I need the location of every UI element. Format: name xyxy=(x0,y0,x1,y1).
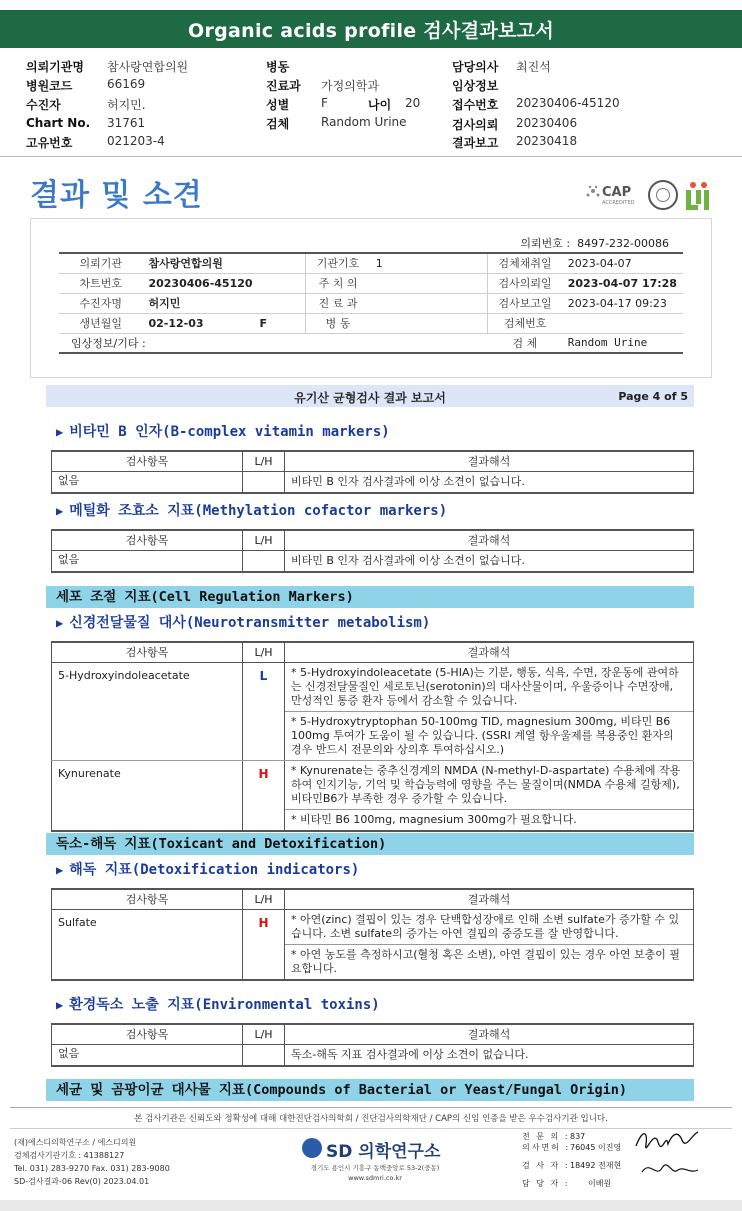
interp-text: * Kynurenate는 중추신경계의 NMDA (N-methyl-D-aspartate) 수용체에 작용하여 인지기능, 기억 및 학습능력에 영향을 주는 물질이며(NMDA 수용체 길항제), 비타민B6가 부족한 경우 증가할 수 있습니다. xyxy=(291,763,681,805)
category-bar-cell-regulation: 세포 조절 지표(Cell Regulation Markers) xyxy=(46,586,694,608)
table-row xyxy=(52,471,694,493)
item-cell: 없음 xyxy=(52,1044,243,1066)
patient-row xyxy=(59,273,683,293)
pt-value: 2023-04-07 xyxy=(562,253,683,273)
unique-no-label: 고유번호 xyxy=(26,136,73,150)
pt-label: 검사의뢰일 xyxy=(488,273,562,293)
col-header-lh: L/H xyxy=(243,889,285,909)
pt-value xyxy=(370,313,488,333)
pt-label: 수진자명 xyxy=(59,293,142,313)
section-heading-text: 해독 지표(Detoxification indicators) xyxy=(69,862,360,878)
signature-icon xyxy=(638,1158,702,1182)
age-value: 20 xyxy=(405,96,421,110)
interp-cell xyxy=(285,1044,694,1066)
pt-value: 허지민 xyxy=(142,293,305,313)
pt-label: 주 치 의 xyxy=(306,273,370,293)
staff-label: 검 사 자 : xyxy=(522,1161,570,1170)
interp-cell xyxy=(285,471,694,493)
specimen-value: Random Urine xyxy=(321,115,407,129)
result-table-vitamin-b xyxy=(51,450,694,494)
staff-label: 담 당 자 : xyxy=(522,1179,570,1188)
staff-value: 18492 전재현 xyxy=(570,1161,622,1170)
triangle-icon: ▶ xyxy=(56,425,64,439)
hospital-code-value: 66169 xyxy=(107,77,146,91)
staff-row xyxy=(522,1131,621,1142)
item-cell: Kynurenate xyxy=(52,760,243,831)
section-heading-vitamin-b xyxy=(56,421,390,441)
col-header-item: 검사항목 xyxy=(52,1024,243,1044)
section-heading-environmental xyxy=(56,994,380,1014)
triangle-icon: ▶ xyxy=(56,504,64,518)
request-date-value: 20230406 xyxy=(516,116,578,130)
pt-value: 20230406-45120 xyxy=(142,273,305,293)
interp-text: * 5-Hydroxyindoleacetate (5-HIA)는 기분, 행동, 식욕, 수면, 장운동에 관여하는 신경전달물질인 세로토닌(serotonin)의 대사산물이며, 우울증이나 수면장애, 만성적인 통증 환자 등에서 감소할 수 있습니다. xyxy=(291,665,679,707)
result-table-neurotransmitter xyxy=(51,641,694,832)
staff-row xyxy=(522,1178,621,1189)
sex-label: 성별 xyxy=(266,98,290,112)
pt-value: 1 xyxy=(370,253,488,273)
result-table-detox xyxy=(51,888,694,981)
table-header-row xyxy=(52,451,694,471)
unique-no-value: 021203-4 xyxy=(107,134,165,148)
pt-label: 검사보고일 xyxy=(488,293,562,313)
patient-info-box xyxy=(30,218,712,378)
staff-info xyxy=(522,1131,621,1189)
table-row xyxy=(52,662,694,760)
staff-label: 전 문 의 : xyxy=(522,1132,570,1141)
table-row xyxy=(52,760,694,831)
interp-text: * 아연 농도를 측정하시고(혈청 혹은 소변), 아연 결핍이 있는 경우 아연 보충이 필요합니다. xyxy=(285,944,693,979)
footer-divider xyxy=(10,1128,732,1129)
lti-logo-icon xyxy=(684,180,712,212)
col-header-item: 검사항목 xyxy=(52,642,243,662)
interp-text: 독소-해독 지표 검사결과에 이상 소견이 없습니다. xyxy=(291,1047,529,1061)
receipt-no-label: 접수번호 xyxy=(452,98,499,112)
footer-lab-info xyxy=(14,1136,170,1188)
cap-logo-subtext: ACCREDITED xyxy=(602,200,635,206)
section-heading-text: 환경독소 노출 지표(Environmental toxins) xyxy=(69,997,380,1013)
staff-value: 837 xyxy=(570,1132,586,1141)
triangle-icon: ▶ xyxy=(56,616,64,630)
interp-cell xyxy=(285,550,694,572)
patient-label: 수진자 xyxy=(26,98,61,112)
pt-label: 의뢰기관 xyxy=(59,253,142,273)
patient-row xyxy=(59,253,683,273)
pt-value xyxy=(562,313,683,333)
header-divider xyxy=(0,156,742,157)
section-heading-text: 신경전달물질 대사(Neurotransmitter metabolism) xyxy=(69,615,431,631)
pt-value xyxy=(370,293,488,313)
col-header-item: 검사항목 xyxy=(52,451,243,471)
interp-text: * 비타민 B6 100mg, magnesium 300mg가 필요합니다. xyxy=(285,809,693,830)
triangle-icon: ▶ xyxy=(56,998,64,1012)
report-date-label: 결과보고 xyxy=(452,136,499,150)
item-cell: 없음 xyxy=(52,550,243,572)
category-bar-toxicant: 독소-해독 지표(Toxicant and Detoxification) xyxy=(46,833,694,855)
pt-label: 차트번호 xyxy=(59,273,142,293)
lab-contact: Tel. 031) 283-9270 Fax. 031) 283-9080 xyxy=(14,1164,170,1173)
interp-text: * 5-Hydroxytryptophan 50-100mg TID, magnesium 300mg, 비타민 B6 100mg 투여가 도움이 될 수 있습니다. (SSRI 계열 항우울제를 복용중인 환자의 경우 반드시 전문의와 상의후 투여하십시오.) xyxy=(285,711,693,760)
staff-row xyxy=(522,1160,621,1171)
chart-no-value: 31761 xyxy=(107,116,146,130)
request-number-label: 의뢰번호 : xyxy=(520,237,571,250)
report-subtitle: 유기산 균형검사 결과 보고서 xyxy=(294,391,446,405)
birth-date: 02-12-03 xyxy=(148,316,204,330)
table-header-row xyxy=(52,1024,694,1044)
flag-cell: H xyxy=(243,909,285,980)
pt-value: Random Urine xyxy=(562,333,683,353)
patient-info-table xyxy=(59,252,683,354)
item-cell: Sulfate xyxy=(52,909,243,980)
flag-cell xyxy=(243,471,285,493)
staff-label: 의사면허 : xyxy=(522,1143,571,1152)
report-main-title: Organic acids profile 검사결과보고서 xyxy=(188,19,554,42)
staff-value: 76045 이진영 xyxy=(570,1143,622,1152)
col-header-lh: L/H xyxy=(243,451,285,471)
cap-logo-text: CAP xyxy=(602,185,632,200)
header-info xyxy=(0,50,742,154)
interp-text: 비타민 B 인자 검사결과에 이상 소견이 없습니다. xyxy=(291,553,525,567)
sd-logo-icon xyxy=(302,1138,322,1158)
hospital-value: 참사랑연합의원 xyxy=(107,60,189,74)
table-header-row xyxy=(52,642,694,662)
report-date-value: 20230418 xyxy=(516,134,578,148)
flag-cell: L xyxy=(243,662,285,760)
pt-value: 참사랑연합의원 xyxy=(142,253,305,273)
pt-value xyxy=(370,273,488,293)
flag-cell: H xyxy=(243,760,285,831)
request-number-value: 8497-232-00086 xyxy=(577,237,669,250)
staff-row xyxy=(522,1142,621,1153)
website-link[interactable]: www.sdmri.co.kr xyxy=(348,1174,402,1182)
lab-address xyxy=(300,1163,450,1183)
item-cell: 5-Hydroxyindoleacetate xyxy=(52,662,243,760)
col-header-item: 검사항목 xyxy=(52,530,243,550)
pt-label: 검체채취일 xyxy=(488,253,562,273)
receipt-no-value: 20230406-45120 xyxy=(516,96,620,110)
col-header-lh: L/H xyxy=(243,1024,285,1044)
table-row xyxy=(52,550,694,572)
patient-row xyxy=(59,313,683,333)
report-subtitle-bar xyxy=(46,385,694,407)
col-header-interp: 결과해석 xyxy=(285,530,694,550)
pt-label: 병 동 xyxy=(306,313,370,333)
sd-logo xyxy=(302,1136,442,1164)
section-heading-detox xyxy=(56,859,359,879)
pt-label: 진 료 과 xyxy=(306,293,370,313)
birth-sex: F xyxy=(259,316,268,330)
accreditation-logos xyxy=(584,180,714,214)
seal-logo-icon xyxy=(648,180,678,210)
table-header-row xyxy=(52,889,694,909)
interp-cell xyxy=(285,909,694,980)
table-header-row xyxy=(52,530,694,550)
patient-row xyxy=(59,333,683,353)
pt-label: 임상정보/기타 : xyxy=(59,333,488,353)
pt-label: 검 체 xyxy=(488,333,562,353)
col-header-item: 검사항목 xyxy=(52,889,243,909)
result-heading: 결과 및 소견 xyxy=(30,178,203,213)
hospital-code-label: 병원코드 xyxy=(26,79,73,93)
staff-value: 이배원 xyxy=(588,1179,612,1188)
section-heading-methylation xyxy=(56,500,447,520)
signature-icon xyxy=(632,1124,702,1154)
section-heading-neurotransmitter xyxy=(56,612,430,632)
form-revision: SD-검사결과-06 Rev(0) 2023.04.01 xyxy=(14,1177,150,1186)
flag-cell xyxy=(243,550,285,572)
lab-name: (재)에스디의학연구소 / 에스디의원 xyxy=(14,1138,137,1147)
clinical-info-label: 임상정보 xyxy=(452,79,499,93)
sd-logo-text: SD 의학연구소 xyxy=(326,1142,441,1162)
ward-label: 병동 xyxy=(266,60,290,74)
doctor-label: 담당의사 xyxy=(452,60,499,74)
cap-logo-icon xyxy=(584,182,644,212)
pt-value xyxy=(142,313,305,333)
specimen-label: 검체 xyxy=(266,117,290,131)
interp-text: 비타민 B 인자 검사결과에 이상 소견이 없습니다. xyxy=(291,474,525,488)
department-label: 진료과 xyxy=(266,79,301,93)
col-header-interp: 결과해석 xyxy=(285,642,694,662)
table-row xyxy=(52,909,694,980)
patient-value: 허지민. xyxy=(107,98,146,112)
footer-divider xyxy=(10,1107,732,1108)
triangle-icon: ▶ xyxy=(56,863,64,877)
col-header-interp: 결과해석 xyxy=(285,1024,694,1044)
interp-text: * 아연(zinc) 결핍이 있는 경우 단백합성장애로 인해 소변 sulfate가 증가할 수 있습니다. 소변 sulfate의 증가는 아연 결핍의 중증도를 잘 반영합니다. xyxy=(291,912,680,940)
result-table-methylation xyxy=(51,529,694,573)
department-value: 가정의학과 xyxy=(321,79,379,93)
page-bottom-strip xyxy=(0,1200,742,1211)
pt-label: 생년월일 xyxy=(59,313,142,333)
section-heading-text: 메틸화 조효소 지표(Methylation cofactor markers) xyxy=(69,503,448,519)
lab-code: 검체검사기관기호 : 41388127 xyxy=(14,1151,125,1160)
hospital-label: 의뢰기관명 xyxy=(26,60,84,74)
pt-label: 검체번호 xyxy=(488,313,562,333)
pt-value: 2023-04-07 17:28 xyxy=(562,273,683,293)
item-cell: 없음 xyxy=(52,471,243,493)
col-header-lh: L/H xyxy=(243,530,285,550)
patient-row xyxy=(59,293,683,313)
footer-accreditation-note: 본 검사기관은 신뢰도와 정확성에 대해 대한진단검사의학회 / 진단검사의학재단 / CAP의 신임 인증을 받은 우수검사기관 입니다. xyxy=(134,1114,608,1124)
report-title-bar xyxy=(0,10,742,48)
address-text: 경기도 용인시 기흥구 동백중앙로 53-2(중동) xyxy=(310,1164,440,1172)
request-number xyxy=(520,235,669,251)
result-table-environmental xyxy=(51,1023,694,1067)
col-header-lh: L/H xyxy=(243,642,285,662)
sex-value: F xyxy=(321,96,328,110)
col-header-interp: 결과해석 xyxy=(285,451,694,471)
chart-no-label: Chart No. xyxy=(26,116,91,130)
age-label: 나이 xyxy=(368,98,392,112)
pt-label: 기관기호 xyxy=(306,253,370,273)
request-date-label: 검사의뢰 xyxy=(452,118,499,132)
interp-cell xyxy=(285,760,694,831)
interp-cell xyxy=(285,662,694,760)
category-bar-bacterial: 세균 및 곰팡이균 대사물 지표(Compounds of Bacterial or Yeast/Fungal Origin) xyxy=(46,1079,694,1101)
col-header-interp: 결과해석 xyxy=(285,889,694,909)
table-row xyxy=(52,1044,694,1066)
pt-value: 2023-04-17 09:23 xyxy=(562,293,683,313)
flag-cell xyxy=(243,1044,285,1066)
doctor-value: 최진석 xyxy=(516,60,551,74)
page-indicator: Page 4 of 5 xyxy=(618,390,688,403)
section-heading-text: 비타민 B 인자(B-complex vitamin markers) xyxy=(69,424,390,440)
